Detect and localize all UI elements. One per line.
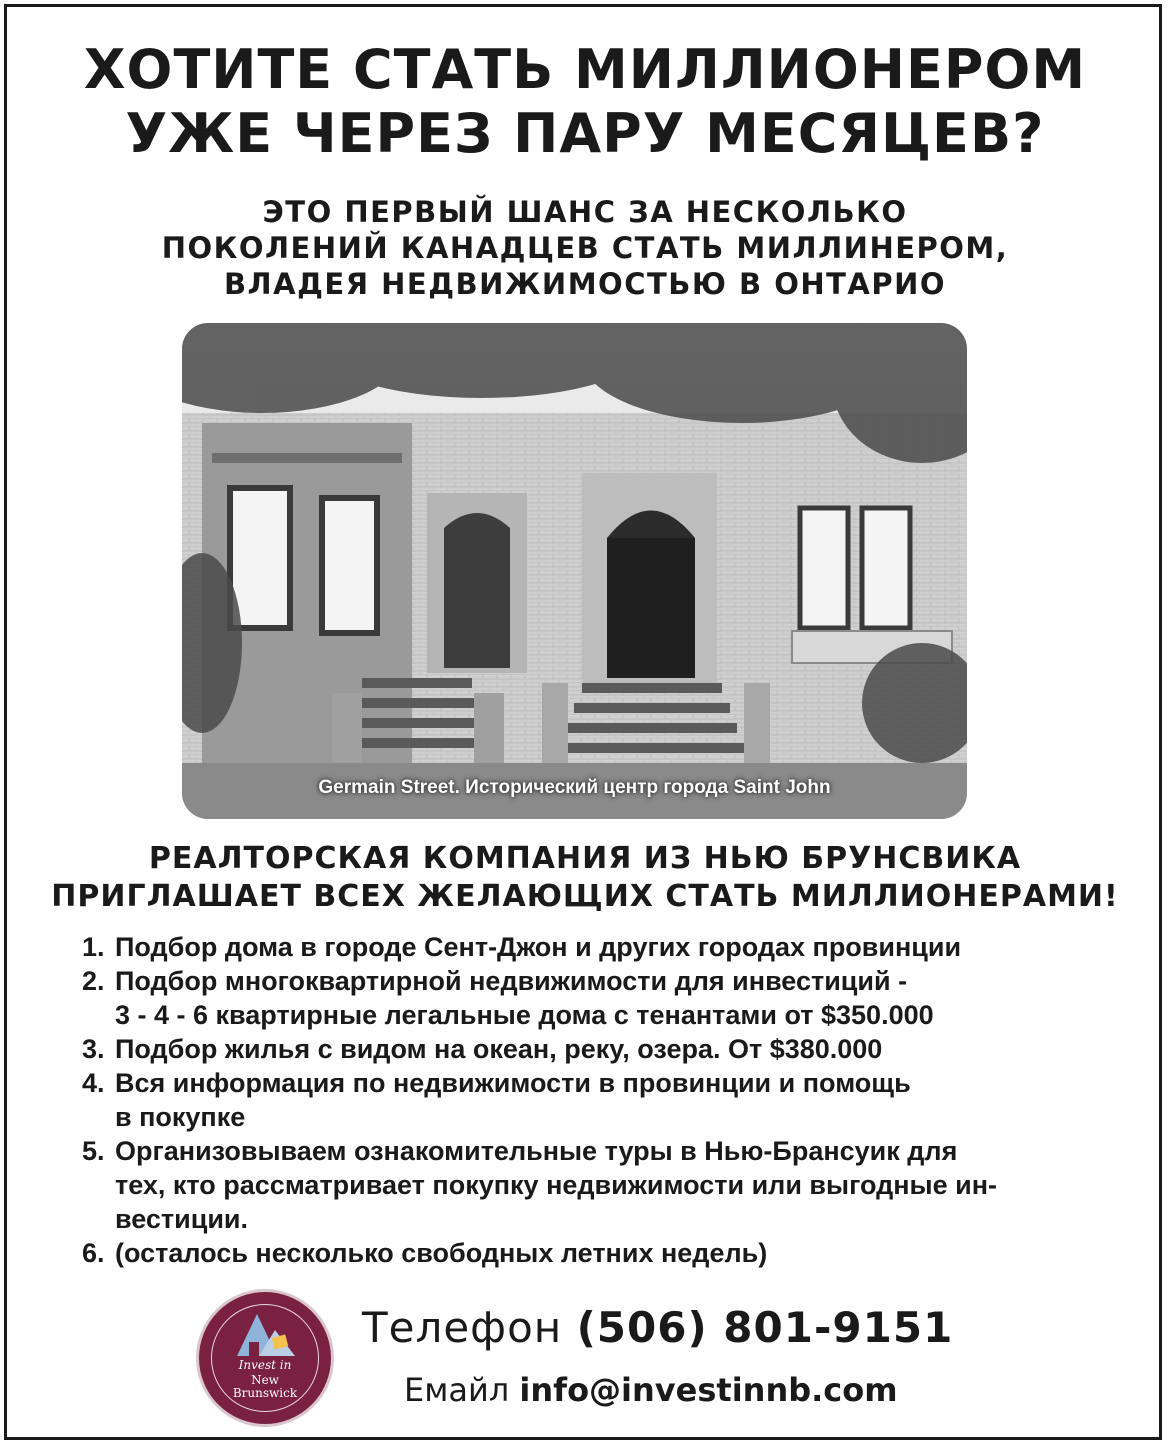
list-item-number: 2. bbox=[82, 966, 105, 996]
list-item-text bbox=[115, 964, 1122, 1032]
logo-brunswick: Brunswick bbox=[232, 1386, 298, 1400]
list-item bbox=[82, 930, 1122, 964]
list-item-number: 4. bbox=[82, 1068, 105, 1098]
email-label: Емайл bbox=[404, 1371, 510, 1409]
subheadline bbox=[0, 194, 1170, 302]
headline-line-1: ХОТИТЕ СТАТЬ МИЛЛИОНЕРОМ bbox=[83, 38, 1087, 101]
subheadline-line-1: ЭТО ПЕРВЫЙ ШАНС ЗА НЕСКОЛЬКО bbox=[262, 195, 908, 229]
list-item-line: тех, кто рассматривает покупку недвижимости или выгодные ин- bbox=[115, 1170, 998, 1200]
main-headline bbox=[0, 38, 1170, 166]
list-item bbox=[82, 1066, 1122, 1134]
email-address[interactable]: info@investinnb.com bbox=[519, 1371, 898, 1409]
list-item-text bbox=[115, 930, 1122, 964]
list-item-line: Подбор дома в городе Сент-Джон и других городах провинции bbox=[115, 932, 962, 962]
logo-line-1: Invest in bbox=[238, 1358, 292, 1372]
services-list bbox=[82, 930, 1122, 1270]
building-photo bbox=[182, 323, 967, 819]
list-item-text bbox=[115, 1134, 1122, 1236]
phone-line bbox=[362, 1302, 953, 1354]
headline-line-2: УЖЕ ЧЕРЕЗ ПАРУ МЕСЯЦЕВ? bbox=[125, 102, 1045, 165]
invitation-line-2: ПРИГЛАШАЕТ ВСЕХ ЖЕЛАЮЩИХ СТАТЬ МИЛЛИОНЕРАМИ! bbox=[51, 879, 1119, 914]
list-item-text bbox=[115, 1236, 1122, 1270]
logo-new: New bbox=[251, 1373, 279, 1387]
phone-number[interactable]: (506) 801-9151 bbox=[576, 1303, 954, 1352]
logo-line-2 bbox=[199, 1374, 331, 1400]
list-item bbox=[82, 964, 1122, 1032]
list-item bbox=[82, 1134, 1122, 1236]
list-item-line: (осталось несколько свободных летних недель) bbox=[115, 1238, 768, 1268]
list-item bbox=[82, 1032, 1122, 1066]
list-item-text bbox=[115, 1032, 1122, 1066]
list-item-line: Подбор многоквартирной недвижимости для инвестиций - bbox=[115, 966, 908, 996]
company-logo bbox=[196, 1289, 334, 1427]
list-item-line: 3 - 4 - 6 квартирные легальные дома с тенантами от $350.000 bbox=[115, 1000, 934, 1030]
townhouse-illustration bbox=[182, 323, 967, 819]
list-item-line: в покупке bbox=[115, 1102, 246, 1132]
list-item-line: вестиции. bbox=[115, 1204, 249, 1234]
list-item-number: 5. bbox=[82, 1136, 105, 1166]
list-item-line: Вся информация по недвижимости в провинции и помощь bbox=[115, 1068, 911, 1098]
list-item-line: Подбор жилья с видом на океан, реку, озера. От $380.000 bbox=[115, 1034, 883, 1064]
list-item-line: Организовываем ознакомительные туры в Нью-Брансуик для bbox=[115, 1136, 958, 1166]
list-item bbox=[82, 1236, 1122, 1270]
invitation-line-1: РЕАЛТОРСКАЯ КОМПАНИЯ ИЗ НЬЮ БРУНСВИКА bbox=[148, 841, 1022, 876]
subheadline-line-2: ПОКОЛЕНИЙ КАНАДЦЕВ СТАТЬ МИЛЛИНЕРОМ, bbox=[161, 231, 1009, 265]
list-item-number: 1. bbox=[82, 932, 105, 962]
photo-caption: Germain Street. Исторический центр города Saint John bbox=[318, 777, 831, 798]
email-line bbox=[404, 1370, 898, 1410]
subheadline-line-3: ВЛАДЕЯ НЕДВИЖИМОСТЬЮ В ОНТАРИО bbox=[223, 267, 947, 301]
list-item-number: 6. bbox=[82, 1238, 105, 1268]
list-item-number: 3. bbox=[82, 1034, 105, 1064]
invitation-heading bbox=[0, 840, 1170, 916]
list-item-text bbox=[115, 1066, 1122, 1134]
phone-label: Телефон bbox=[362, 1303, 563, 1352]
